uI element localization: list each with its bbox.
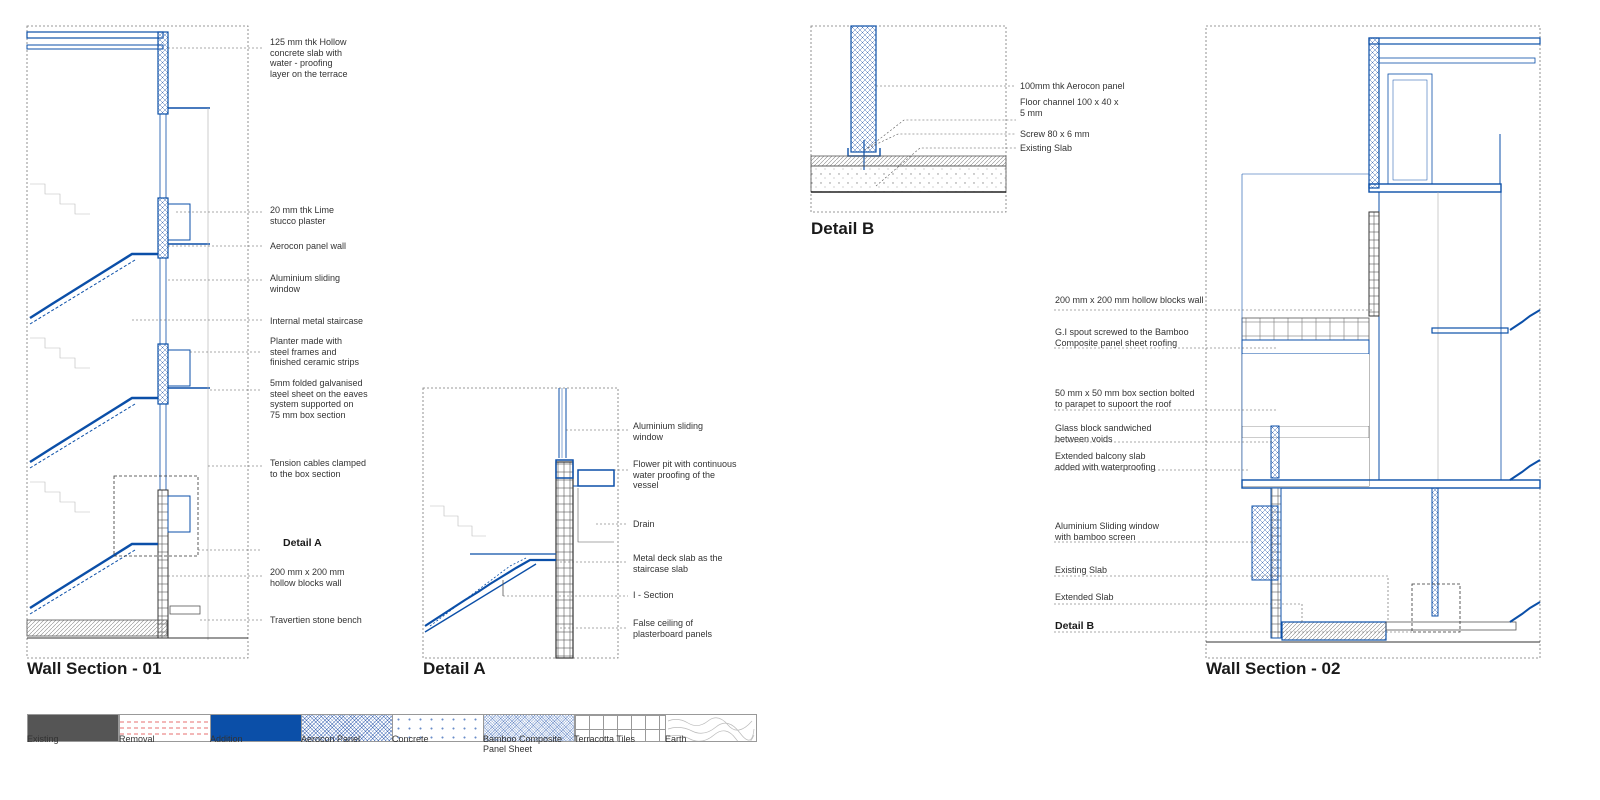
ws1-label-planter: Planter made with steel frames and finished ceramic strips — [270, 336, 360, 367]
ws2-label-existing-slab: Existing Slab — [1055, 565, 1108, 575]
title-wall-section-01: Wall Section - 01 — [27, 659, 162, 678]
title-detail-b: Detail B — [811, 219, 875, 238]
detail-a-drawing — [423, 388, 628, 658]
db-label-floor-channel: Floor channel 100 x 40 x 5 mm — [1020, 97, 1119, 118]
db-label-aerocon: 100mm thk Aerocon panel — [1020, 81, 1125, 91]
wall-section-01-drawing — [27, 26, 262, 658]
legend-label-concrete: Concrete — [392, 734, 429, 744]
title-detail-a: Detail A — [423, 659, 486, 678]
legend-label-aerocon: Aerocon Panel — [301, 734, 361, 744]
db-label-screw: Screw 80 x 6 mm — [1020, 129, 1090, 139]
ws1-detail-a-callout: Detail A — [283, 537, 322, 549]
ws1-label-staircase: Internal metal staircase — [270, 316, 364, 326]
ws1-label-stucco: 20 mm thk Lime stucco plaster — [270, 205, 335, 226]
legend-label-terracotta: Terracotta Tiles — [574, 734, 636, 744]
legend-label-earth: Earth — [665, 734, 687, 744]
ws2-label-sliding-window: Aluminium Sliding window with bamboo screen — [1055, 521, 1160, 542]
ws2-label-hollow-blocks: 200 mm x 200 mm hollow blocks wall — [1055, 295, 1204, 305]
title-wall-section-02: Wall Section - 02 — [1206, 659, 1341, 678]
ws1-label-aerocon: Aerocon panel wall — [270, 241, 347, 251]
legend-label-removal: Removal — [119, 734, 155, 744]
da-label-false-ceiling: False ceiling of plasterboard panels — [633, 618, 713, 639]
ws2-label-glass-block: Glass block sandwiched between voids — [1055, 423, 1152, 444]
ws1-label-eaves: 5mm folded galvanised steel sheet on the eaves system supported on 75 mm box section — [270, 378, 368, 420]
ws1-label-slab: 125 mm thk Hollow concrete slab with water - proofing layer on the terrace — [270, 37, 348, 79]
da-label-metal-deck: Metal deck slab as the staircase slab — [633, 553, 723, 574]
legend-label-bamboo: Bamboo Composite Panel Sheet — [483, 734, 563, 754]
detail-b-drawing — [811, 26, 1016, 212]
da-label-window: Aluminium sliding window — [633, 421, 704, 442]
ws1-label-hollow-blocks: 200 mm x 200 mm hollow blocks wall — [270, 567, 345, 588]
ws1-label-window: Aluminium sliding window — [270, 273, 341, 294]
legend-label-existing: Existing — [27, 734, 59, 744]
da-label-i-section: I - Section — [633, 590, 674, 600]
ws2-label-box-section: 50 mm x 50 mm box section bolted to parapet to supoort the roof — [1055, 388, 1195, 409]
da-label-flower-pit: Flower pit with continuous water proofing of the vessel — [633, 459, 737, 490]
db-label-existing-slab: Existing Slab — [1020, 143, 1073, 153]
ws1-label-cables: Tension cables clamped to the box section — [270, 458, 367, 479]
ws2-label-gi-spout: G.I spout screwed to the Bamboo Composite panel sheet roofing — [1055, 327, 1189, 348]
ws2-label-balcony: Extended balcony slab added with waterproofing — [1055, 451, 1156, 472]
ws2-detail-b-callout: Detail B — [1055, 620, 1095, 632]
da-label-drain: Drain — [633, 519, 655, 529]
legend-label-addition: Addition — [210, 734, 243, 744]
ws2-label-extended-slab: Extended Slab — [1055, 592, 1114, 602]
ws1-label-bench: Travertien stone bench — [270, 615, 362, 625]
